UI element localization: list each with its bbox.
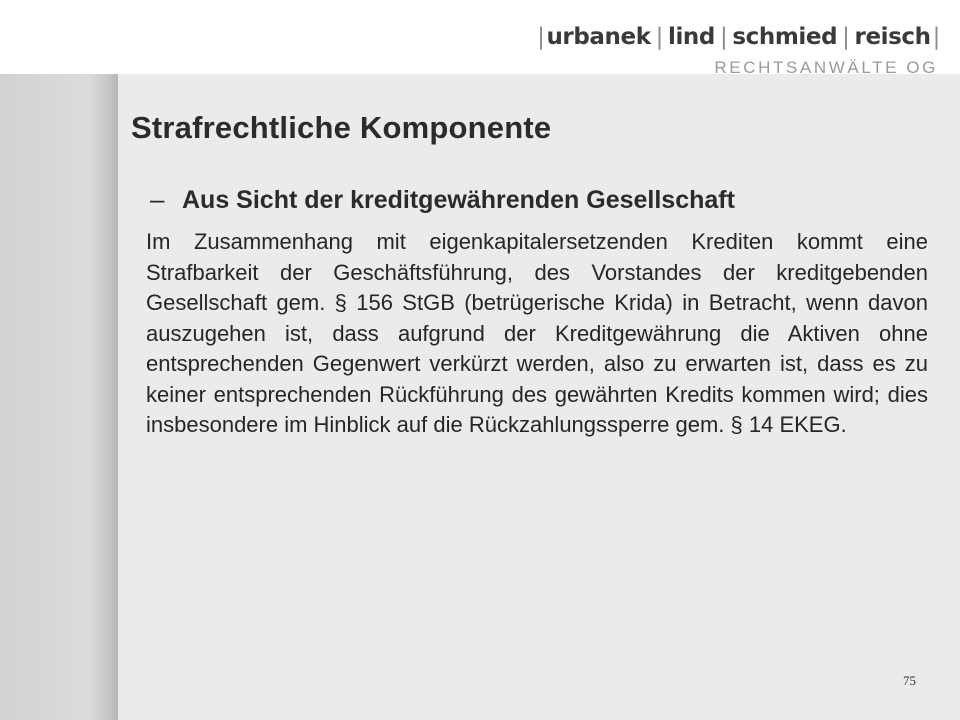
- bullet-item: [150, 184, 930, 215]
- subheading: Aus Sicht der kreditgewährenden Gesellschaft: [182, 186, 735, 214]
- logo-firm-4: reisch: [854, 24, 931, 50]
- logo-firm-names: |urbanek | lind | schmied | reisch|: [537, 24, 940, 50]
- logo-firm-2: lind: [667, 24, 715, 50]
- slide-title: Strafrechtliche Komponente: [131, 110, 552, 145]
- bullet-dash: –: [150, 184, 165, 214]
- firm-logo: [535, 22, 942, 78]
- logo-firm-3: schmied: [732, 24, 838, 50]
- page-number: 75: [903, 673, 916, 688]
- logo-firm-1: urbanek: [546, 24, 651, 50]
- left-sidebar-band: [0, 74, 118, 720]
- body-paragraph: Im Zusammenhang mit eigenkapitalersetzenden Krediten kommt eine Strafbarkeit der Geschäftsführung, des Vorstandes der kreditgebenden Gesellschaft gem. § 156 StGB (betrügerische Krida) in Betracht, wenn davon auszugehen ist, dass aufgrund der Kreditgewährung die Aktiven ohne entsprechenden Gegenwert verkürzt werden, also zu erwarten ist, dass es zu keiner entsprechenden Rückführung des gewährten Kredits kommen wird; dies insbesondere im Hinblick auf die Rückzahlungssperre gem. § 14 EKEG.: [146, 229, 928, 437]
- logo-subtitle: RECHTSANWÄLTE OG: [714, 58, 938, 77]
